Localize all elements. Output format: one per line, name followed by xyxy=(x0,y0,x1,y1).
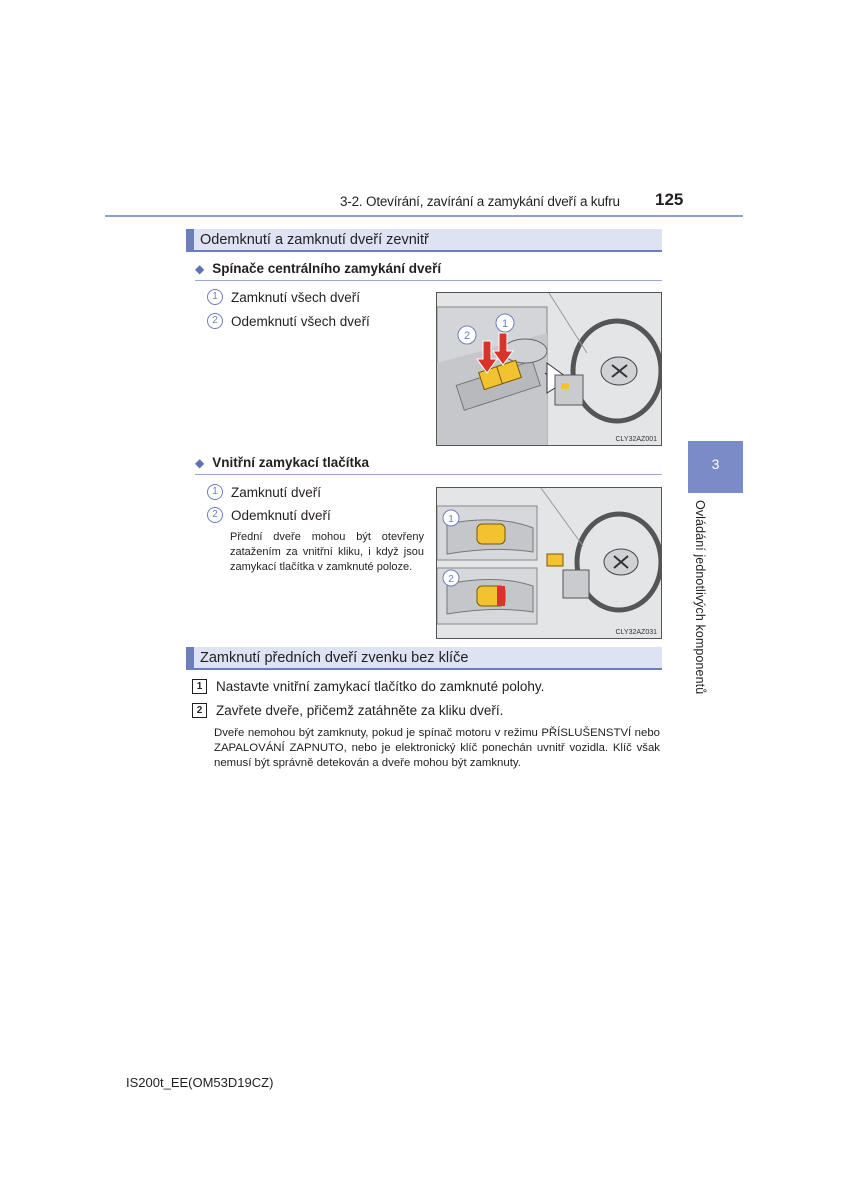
number-circle: 2 xyxy=(207,313,223,329)
list-item xyxy=(207,313,370,329)
step-item xyxy=(192,703,503,718)
diamond-icon: ◆ xyxy=(195,456,205,470)
callout-2: 2 xyxy=(448,574,454,585)
step-number: 2 xyxy=(192,703,207,718)
number-circle: 1 xyxy=(207,289,223,305)
callout-1: 1 xyxy=(448,514,454,525)
header-rule xyxy=(105,215,743,217)
subheading-inside-lock-buttons xyxy=(195,455,369,470)
list-item xyxy=(207,289,360,305)
list-item xyxy=(207,507,331,523)
subheading-text: Spínače centrálního zamykání dveří xyxy=(212,261,442,276)
list-item-label: Odemknutí dveří xyxy=(231,507,331,523)
chapter-label: Ovládání jednotlivých komponentů xyxy=(693,500,707,695)
page-number: 125 xyxy=(655,190,684,209)
list-item-label: Zamknutí všech dveří xyxy=(231,289,361,305)
list-item xyxy=(207,484,321,500)
list-item-label: Zamknutí dveří xyxy=(231,484,322,500)
callout-1: 1 xyxy=(501,318,509,330)
illustration-door-lock-switches xyxy=(436,292,662,446)
note-text: Přední dveře mohou být otevřeny zatažením za vnitřní kliku, i když jsou zamykací tlačítka v zamknuté poloze. xyxy=(230,531,424,573)
number-circle: 2 xyxy=(207,507,223,523)
illustration-inside-lock-buttons xyxy=(436,487,662,639)
section-title-outside: Zamknutí předních dveří zvenku bez klíče xyxy=(186,647,662,670)
step-note: Dveře nemohou být zamknuty, pokud je spínač motoru v režimu PŘÍSLUŠENSTVÍ nebo ZAPALOVÁNÍ ZAPNUTO, nebo je elektronický klíč ponechán uvnitř vozidla. Klíč však nemusí být správně detekován a dveře mohou být zamknuty. xyxy=(214,727,660,769)
step-number: 1 xyxy=(192,679,207,694)
image-code: CLY32AZ001 xyxy=(615,436,657,443)
chapter-tab: 3 xyxy=(688,441,743,493)
running-header: 3-2. Otevírání, zavírání a zamykání dveří a kufru xyxy=(340,194,620,209)
callout-2: 2 xyxy=(463,330,471,342)
image-code: CLY32AZ031 xyxy=(615,629,657,636)
step-item xyxy=(192,679,544,694)
document-code: IS200t_EE(OM53D19CZ) xyxy=(126,1075,274,1090)
list-item-label: Odemknutí všech dveří xyxy=(231,313,370,329)
subheading-text: Vnitřní zamykací tlačítka xyxy=(212,455,370,470)
subheading-rule xyxy=(195,280,662,281)
section-title-inside: Odemknutí a zamknutí dveří zevnitř xyxy=(186,229,662,252)
step-text: Nastavte vnitřní zamykací tlačítko do zamknuté polohy. xyxy=(216,679,545,694)
subheading-central-lock-switches xyxy=(195,261,441,276)
number-circle: 1 xyxy=(207,484,223,500)
diamond-icon: ◆ xyxy=(195,262,205,276)
subheading-rule xyxy=(195,474,662,475)
step-text: Zavřete dveře, přičemž zatáhněte za kliku dveří. xyxy=(216,703,504,718)
